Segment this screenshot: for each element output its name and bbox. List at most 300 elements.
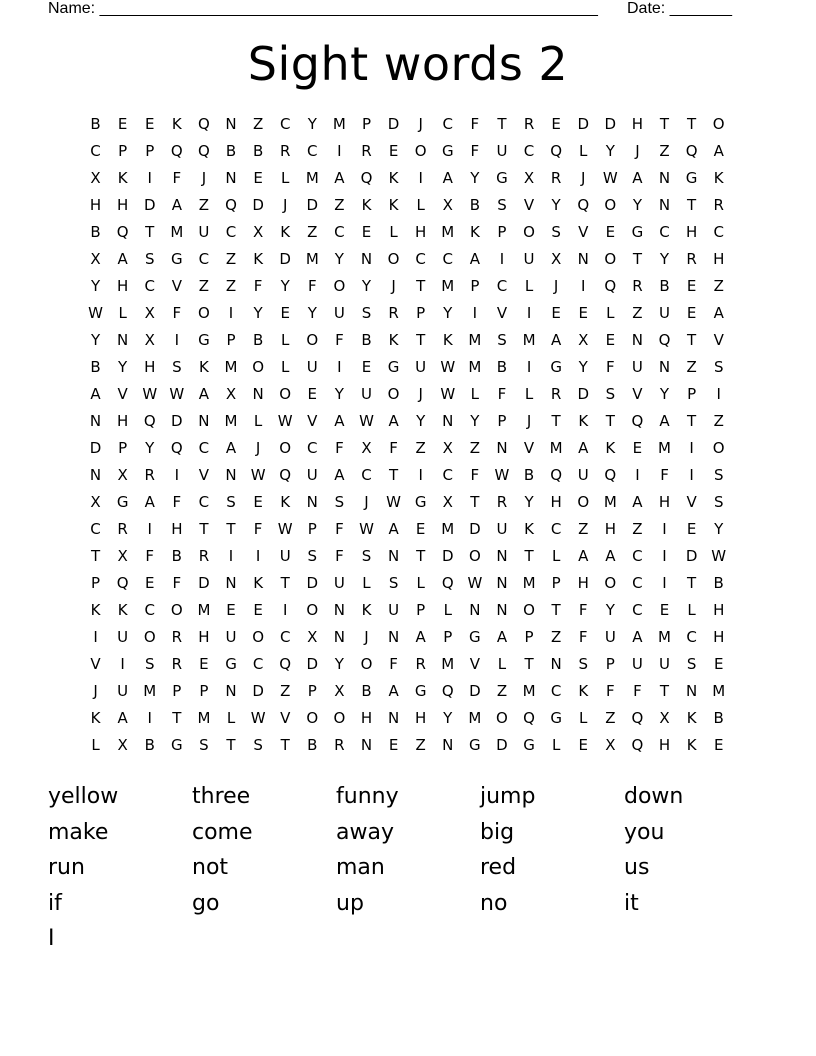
grid-letter: A — [144, 492, 155, 511]
grid-letter: F — [660, 465, 669, 484]
word-list-item: down — [624, 784, 684, 809]
word-list-item: run — [48, 855, 85, 880]
grid-letter: T — [687, 195, 697, 214]
grid-letter: Q — [170, 141, 183, 160]
grid-letter: M — [658, 627, 671, 646]
grid-letter: L — [91, 735, 100, 754]
grid-letter: O — [252, 627, 265, 646]
grid-letter: G — [116, 492, 129, 511]
grid-letter: P — [551, 573, 561, 592]
grid-letter: I — [526, 303, 532, 322]
grid-letter: Y — [551, 195, 561, 214]
grid-letter: C — [442, 249, 453, 268]
grid-letter: C — [198, 492, 210, 511]
word-list-item: it — [624, 890, 639, 916]
grid-letter: T — [90, 546, 101, 565]
grid-letter: H — [360, 708, 373, 727]
grid-letter: U — [604, 627, 616, 646]
grid-letter: B — [171, 546, 182, 565]
grid-letter: K — [686, 708, 697, 727]
grid-letter: G — [387, 357, 400, 376]
grid-letter: C — [198, 438, 210, 457]
grid-letter: M — [224, 411, 238, 430]
grid-letter: O — [712, 114, 725, 133]
grid-letter: L — [443, 600, 452, 619]
grid-letter: X — [442, 195, 453, 214]
grid-letter: I — [418, 168, 423, 187]
grid-letter: P — [416, 303, 426, 322]
grid-letter: O — [198, 303, 210, 322]
grid-letter: M — [441, 654, 455, 673]
grid-letter: A — [415, 627, 426, 646]
grid-letter: V — [171, 276, 182, 295]
grid-letter: F — [470, 114, 480, 133]
grid-letter: I — [689, 438, 694, 457]
grid-letter: W — [250, 465, 266, 484]
grid-letter: C — [713, 222, 724, 241]
grid-letter: P — [226, 330, 236, 349]
grid-letter: K — [280, 492, 291, 511]
word-list-item: funny — [336, 784, 399, 809]
grid-letter: B — [225, 141, 237, 160]
grid-letter: L — [497, 654, 507, 673]
grid-letter: I — [147, 708, 152, 727]
grid-letter: M — [468, 330, 482, 349]
grid-letter: M — [143, 681, 157, 700]
grid-letter: U — [279, 546, 291, 565]
word-list — [48, 779, 768, 957]
grid-letter: C — [307, 141, 318, 160]
grid-letter: W — [602, 168, 618, 187]
grid-letter: I — [581, 276, 586, 295]
grid-letter: J — [635, 141, 640, 160]
grid-letter: A — [171, 195, 182, 214]
grid-letter: K — [199, 357, 209, 376]
grid-letter: O — [170, 600, 183, 619]
grid-letter: K — [388, 168, 399, 187]
grid-letter: G — [631, 222, 644, 241]
grid-letter: O — [333, 276, 346, 295]
grid-letter: A — [713, 141, 724, 160]
grid-letter: L — [606, 303, 615, 322]
grid-letter: W — [277, 411, 293, 430]
grid-letter: R — [632, 276, 643, 295]
grid-letter: A — [659, 411, 670, 430]
grid-row — [82, 488, 742, 515]
grid-letter: F — [578, 600, 588, 619]
grid-letter: Y — [470, 411, 480, 430]
grid-letter: A — [632, 627, 643, 646]
grid-letter: C — [334, 222, 345, 241]
grid-letter: J — [526, 411, 532, 430]
grid-letter: X — [605, 735, 616, 754]
grid-letter: C — [686, 627, 697, 646]
grid-letter: T — [172, 708, 182, 727]
grid-letter: S — [686, 654, 697, 673]
grid-letter: W — [277, 519, 293, 538]
grid-letter: R — [117, 519, 128, 538]
grid-letter: K — [578, 411, 589, 430]
grid-letter: C — [496, 276, 508, 295]
grid-letter: N — [89, 465, 102, 484]
grid-letter: N — [387, 546, 400, 565]
word-list-item: no — [480, 890, 508, 916]
grid-letter: W — [494, 465, 510, 484]
grid-letter: A — [578, 438, 589, 457]
grid-letter: M — [522, 573, 536, 592]
grid-letter: N — [685, 681, 698, 700]
grid-letter: N — [442, 411, 454, 430]
grid-letter: S — [361, 303, 372, 322]
grid-letter: E — [226, 600, 236, 619]
grid-letter: P — [605, 654, 615, 673]
grid-letter: J — [418, 114, 423, 133]
grid-letter: I — [337, 141, 342, 160]
grid-letter: O — [604, 573, 617, 592]
grid-letter: C — [279, 114, 291, 133]
grid-letter: X — [90, 249, 101, 268]
grid-letter: M — [468, 357, 482, 376]
grid-letter: T — [524, 546, 534, 565]
grid-letter: O — [360, 654, 373, 673]
grid-letter: A — [713, 303, 724, 322]
grid-row — [82, 326, 742, 353]
grid-letter: P — [361, 114, 371, 133]
grid-letter: I — [174, 330, 180, 349]
grid-letter: N — [225, 573, 237, 592]
grid-letter: E — [307, 384, 318, 403]
grid-letter: T — [280, 735, 290, 754]
grid-letter: H — [415, 222, 427, 241]
word-list-item: up — [336, 890, 364, 916]
grid-letter: Z — [225, 249, 237, 268]
grid-letter: F — [172, 168, 182, 187]
grid-letter: I — [526, 357, 532, 376]
grid-letter: K — [442, 330, 453, 349]
grid-letter: A — [442, 168, 453, 187]
grid-letter: F — [253, 519, 263, 538]
grid-letter: W — [711, 546, 727, 565]
grid-letter: Z — [659, 141, 670, 160]
grid-letter: K — [605, 438, 616, 457]
grid-letter: N — [360, 249, 373, 268]
grid-letter: N — [631, 330, 644, 349]
grid-letter: Q — [523, 708, 535, 727]
grid-letter: A — [334, 465, 345, 484]
grid-letter: B — [496, 357, 508, 376]
grid-letter: F — [145, 546, 155, 565]
grid-letter: T — [416, 276, 426, 295]
grid-letter: V — [632, 384, 643, 403]
grid-letter: R — [523, 114, 535, 133]
grid-letter: T — [687, 114, 697, 133]
grid-letter: Z — [307, 222, 318, 241]
grid-letter: D — [252, 681, 264, 700]
grid-letter: W — [88, 303, 103, 322]
grid-letter: V — [117, 384, 128, 403]
grid-letter: H — [631, 114, 644, 133]
grid-letter: J — [364, 627, 369, 646]
grid-letter: N — [496, 573, 508, 592]
grid-letter: G — [523, 735, 535, 754]
grid-letter: H — [198, 627, 210, 646]
grid-letter: F — [172, 303, 182, 322]
grid-letter: K — [361, 600, 372, 619]
grid-letter: S — [713, 357, 724, 376]
grid-letter: P — [443, 627, 453, 646]
grid-letter: M — [441, 222, 455, 241]
grid-letter: I — [228, 303, 234, 322]
grid-row — [82, 704, 742, 731]
grid-letter: C — [307, 438, 318, 457]
grid-letter: U — [117, 681, 129, 700]
grid-letter: P — [199, 681, 209, 700]
grid-letter: J — [282, 195, 288, 214]
grid-letter: O — [387, 384, 400, 403]
grid-letter: X — [523, 168, 535, 187]
grid-row — [82, 137, 742, 164]
grid-letter: L — [226, 708, 236, 727]
grid-letter: X — [117, 735, 128, 754]
grid-letter: E — [253, 168, 263, 187]
grid-letter: Z — [632, 519, 643, 538]
grid-letter: Q — [170, 438, 183, 457]
grid-letter: S — [172, 357, 182, 376]
grid-letter: E — [253, 492, 263, 511]
grid-letter: O — [496, 708, 508, 727]
grid-letter: X — [90, 492, 101, 511]
grid-letter: D — [306, 654, 319, 673]
grid-letter: H — [713, 627, 725, 646]
grid-letter: O — [306, 708, 319, 727]
grid-letter: X — [551, 249, 562, 268]
grid-letter: T — [470, 492, 480, 511]
grid-letter: Y — [524, 492, 534, 511]
grid-letter: E — [361, 222, 372, 241]
grid-letter: R — [171, 654, 183, 673]
grid-letter: U — [631, 357, 643, 376]
grid-letter: T — [145, 222, 155, 241]
grid-letter: S — [578, 654, 588, 673]
grid-letter: O — [143, 627, 156, 646]
grid-letter: Q — [441, 681, 454, 700]
word-list-item: I — [48, 926, 55, 951]
grid-letter: V — [280, 708, 291, 727]
word-search-grid — [82, 110, 742, 758]
grid-letter: V — [307, 411, 318, 430]
grid-letter: I — [662, 519, 667, 538]
grid-letter: H — [713, 600, 725, 619]
grid-letter: V — [90, 654, 101, 673]
grid-row — [82, 650, 742, 677]
grid-letter: R — [361, 141, 372, 160]
grid-letter: A — [605, 546, 616, 565]
grid-letter: Q — [143, 411, 156, 430]
grid-letter: A — [578, 546, 589, 565]
grid-letter: E — [578, 735, 588, 754]
grid-letter: K — [388, 330, 399, 349]
grid-letter: X — [442, 492, 453, 511]
grid-letter: N — [658, 168, 671, 187]
grid-row — [82, 596, 742, 623]
grid-letter: F — [470, 141, 480, 160]
grid-letter: U — [225, 627, 237, 646]
grid-letter: S — [361, 546, 372, 565]
grid-letter: Z — [469, 438, 480, 457]
grid-letter: A — [334, 168, 345, 187]
grid-letter: Q — [360, 168, 373, 187]
grid-letter: Z — [605, 708, 616, 727]
grid-letter: X — [307, 627, 318, 646]
grid-letter: Y — [334, 249, 344, 268]
grid-letter: Q — [550, 465, 563, 484]
grid-letter: E — [551, 303, 561, 322]
grid-letter: N — [225, 465, 237, 484]
grid-letter: F — [578, 627, 588, 646]
grid-letter: L — [389, 222, 398, 241]
grid-letter: Z — [252, 114, 264, 133]
grid-letter: C — [442, 465, 453, 484]
grid-letter: Z — [334, 195, 345, 214]
grid-letter: U — [388, 600, 400, 619]
grid-letter: E — [713, 735, 724, 754]
grid-letter: I — [147, 168, 152, 187]
grid-row — [82, 731, 742, 758]
grid-letter: Y — [443, 303, 453, 322]
word-list-item: go — [192, 890, 220, 916]
grid-letter: I — [635, 465, 640, 484]
grid-letter: Y — [118, 357, 128, 376]
grid-letter: D — [469, 519, 481, 538]
grid-letter: S — [144, 654, 155, 673]
grid-letter: P — [118, 141, 128, 160]
grid-letter: X — [90, 168, 101, 187]
grid-letter: A — [90, 384, 101, 403]
grid-letter: W — [440, 384, 456, 403]
grid-letter: B — [252, 141, 264, 160]
grid-letter: Z — [632, 303, 643, 322]
grid-letter: D — [604, 114, 617, 133]
grid-letter: E — [605, 330, 616, 349]
grid-letter: T — [226, 519, 236, 538]
grid-letter: B — [361, 681, 372, 700]
grid-letter: A — [117, 708, 128, 727]
grid-letter: O — [468, 546, 481, 565]
grid-letter: E — [686, 276, 697, 295]
grid-letter: T — [497, 114, 507, 133]
grid-letter: L — [524, 276, 534, 295]
grid-letter: Y — [632, 195, 642, 214]
grid-letter: U — [496, 141, 508, 160]
grid-letter: B — [523, 465, 535, 484]
grid-letter: Q — [631, 708, 644, 727]
grid-letter: N — [225, 681, 237, 700]
grid-letter: J — [418, 384, 423, 403]
grid-letter: P — [497, 222, 507, 241]
grid-letter: E — [659, 600, 670, 619]
grid-letter: B — [90, 114, 101, 133]
grid-letter: T — [416, 330, 426, 349]
grid-letter: Q — [604, 276, 617, 295]
grid-letter: I — [662, 546, 667, 565]
grid-letter: F — [335, 438, 344, 457]
grid-letter: L — [281, 330, 290, 349]
grid-letter: Y — [90, 276, 101, 295]
grid-letter: R — [713, 195, 724, 214]
grid-letter: K — [117, 600, 128, 619]
grid-letter: G — [171, 249, 183, 268]
grid-letter: D — [387, 114, 400, 133]
grid-letter: F — [389, 438, 398, 457]
grid-letter: E — [686, 519, 697, 538]
grid-letter: V — [686, 492, 697, 511]
grid-letter: Y — [605, 141, 615, 160]
grid-letter: W — [440, 357, 456, 376]
grid-letter: L — [524, 384, 534, 403]
grid-letter: Z — [225, 276, 237, 295]
grid-letter: O — [712, 438, 725, 457]
grid-letter: T — [388, 465, 399, 484]
grid-letter: Y — [416, 411, 426, 430]
grid-letter: Z — [713, 411, 724, 430]
grid-letter: O — [306, 600, 319, 619]
grid-letter: F — [389, 654, 398, 673]
grid-letter: N — [387, 627, 400, 646]
grid-letter: U — [333, 303, 345, 322]
grid-letter: Z — [415, 735, 426, 754]
grid-letter: A — [334, 411, 345, 430]
grid-letter: H — [658, 492, 671, 511]
word-list-item: yellow — [48, 784, 119, 809]
grid-letter: T — [687, 411, 697, 430]
word-list-item: three — [192, 784, 251, 809]
grid-letter: L — [281, 357, 290, 376]
grid-letter: N — [496, 600, 508, 619]
grid-letter: F — [606, 681, 615, 700]
grid-letter: R — [496, 492, 508, 511]
grid-letter: M — [441, 519, 455, 538]
grid-row — [82, 245, 742, 272]
grid-letter: U — [306, 357, 318, 376]
grid-letter: M — [332, 114, 346, 133]
grid-letter: W — [142, 384, 158, 403]
grid-letter: J — [255, 438, 261, 457]
grid-letter: C — [90, 141, 101, 160]
grid-letter: O — [523, 222, 535, 241]
grid-letter: F — [335, 330, 344, 349]
grid-letter: Y — [443, 708, 453, 727]
grid-letter: J — [93, 681, 98, 700]
grid-letter: G — [550, 708, 562, 727]
grid-letter: Q — [685, 141, 698, 160]
grid-letter: B — [659, 276, 670, 295]
grid-letter: N — [442, 735, 454, 754]
grid-letter: N — [577, 249, 589, 268]
grid-letter: P — [145, 141, 155, 160]
grid-row — [82, 299, 742, 326]
grid-letter: C — [415, 249, 426, 268]
grid-letter: S — [334, 492, 345, 511]
grid-letter: Z — [198, 276, 210, 295]
grid-letter: D — [685, 546, 698, 565]
grid-letter: E — [388, 141, 399, 160]
grid-letter: X — [659, 708, 670, 727]
grid-letter: A — [198, 384, 210, 403]
grid-letter: T — [524, 654, 534, 673]
grid-letter: S — [605, 384, 616, 403]
grid-letter: A — [632, 168, 643, 187]
grid-letter: C — [550, 681, 562, 700]
